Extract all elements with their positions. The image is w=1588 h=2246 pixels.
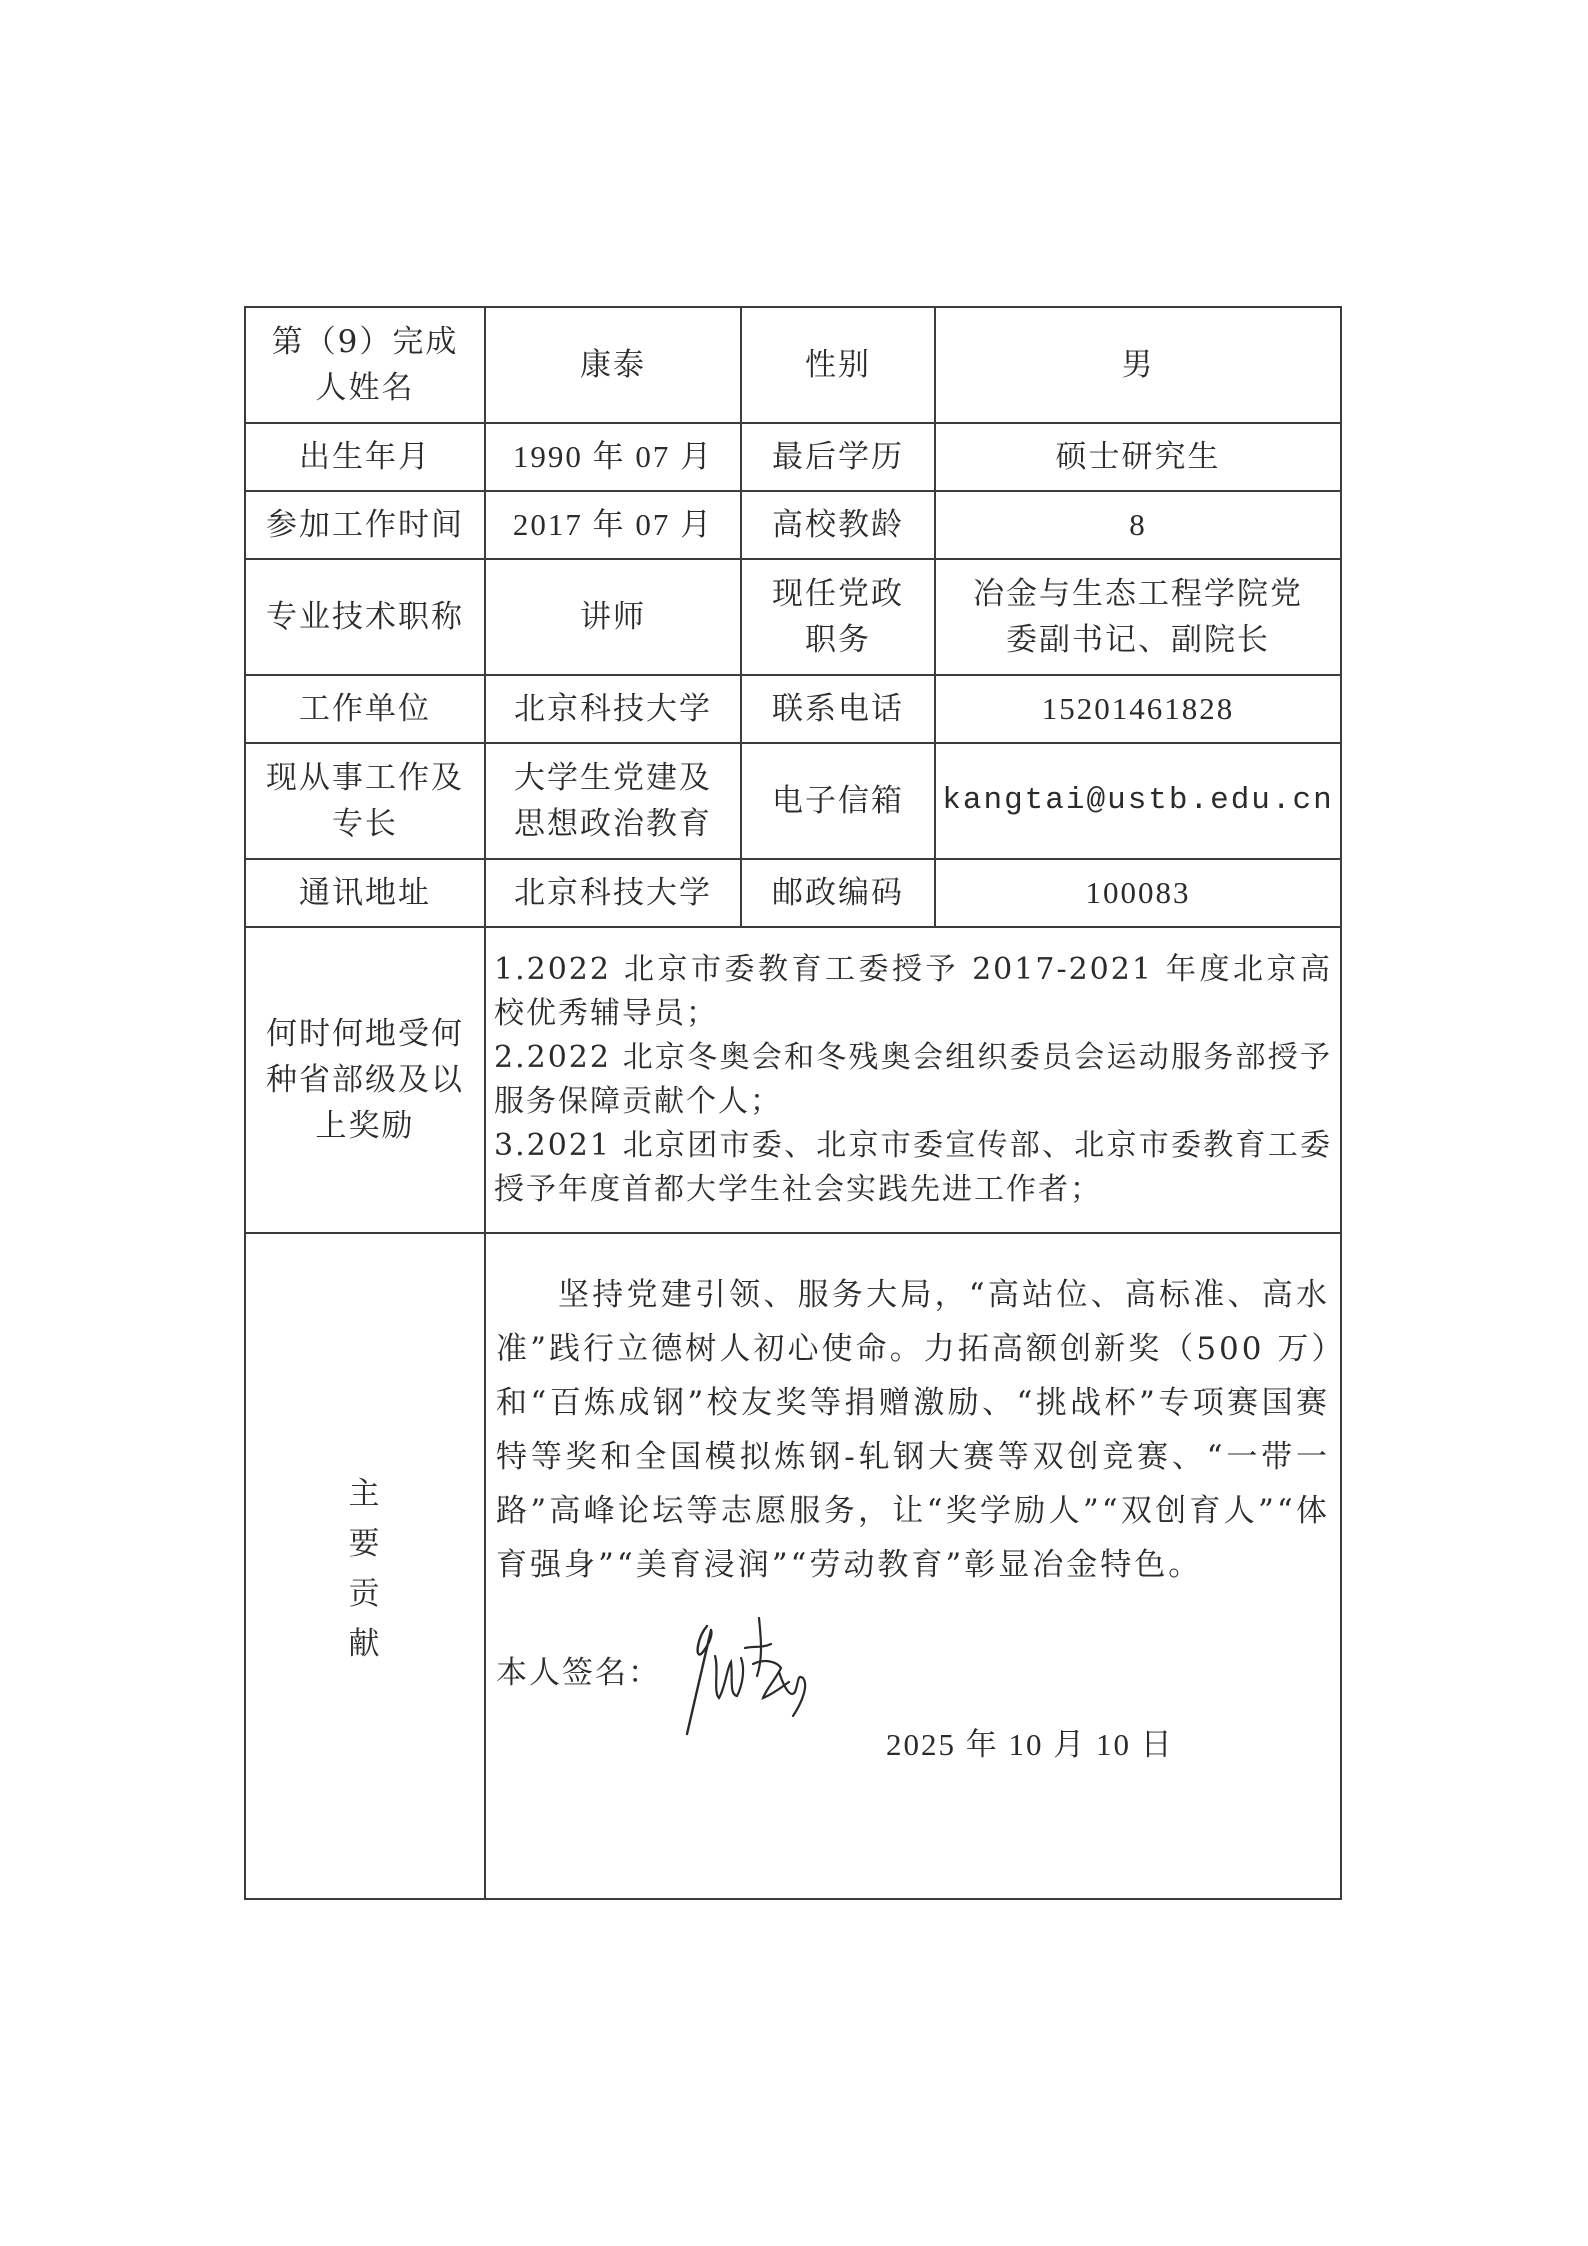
label-char: 贡 (348, 1575, 382, 1612)
label-birth-date: 出生年月 (245, 423, 485, 491)
row-work-start (245, 491, 1341, 559)
label-line: 何时何地受何 (266, 1016, 464, 1052)
signature-row (496, 1628, 1330, 1718)
label-line: 人姓名 (315, 370, 415, 406)
label-professional-title: 专业技术职称 (245, 559, 485, 675)
label-char: 献 (348, 1625, 382, 1662)
value-gender: 男 (935, 307, 1341, 423)
value-party-position (935, 559, 1341, 675)
label-address: 通讯地址 (245, 859, 485, 927)
label-gender: 性别 (741, 307, 935, 423)
label-phone: 联系电话 (741, 675, 935, 743)
label-line: 职务 (805, 622, 871, 658)
value-postcode: 100083 (935, 859, 1341, 927)
row-birth (245, 423, 1341, 491)
label-main-contribution (245, 1233, 485, 1899)
award-item: 3.2021 北京团市委、北京市委宣传部、北京市委教育工委授予年度首都大学生社会实践先进工作者； (494, 1128, 1332, 1207)
value-email: kangtai@ustb.edu.cn (935, 743, 1341, 859)
label-char: 主 (348, 1475, 382, 1512)
label-char: 要 (348, 1525, 382, 1562)
value-address: 北京科技大学 (485, 859, 741, 927)
value-line: 冶金与生态工程学院党 (973, 576, 1303, 612)
awards-list (485, 927, 1341, 1233)
value-education: 硕士研究生 (935, 423, 1341, 491)
value-birth-date: 1990 年 07 月 (485, 423, 741, 491)
row-contribution (245, 1233, 1341, 1899)
label-line: 上奖励 (315, 1108, 415, 1144)
label-line: 第（9）完成 (271, 324, 459, 360)
contribution-cell (485, 1233, 1341, 1899)
award-item: 2.2022 北京冬奥会和冬残奥会组织委员会运动服务部授予服务保障贡献个人； (494, 1040, 1332, 1119)
label-awards (245, 927, 485, 1233)
value-line: 思想政治教育 (514, 806, 712, 842)
value-line: 委副书记、副院长 (1006, 622, 1270, 658)
label-line: 现任党政 (772, 576, 904, 612)
label-work-start: 参加工作时间 (245, 491, 485, 559)
award-item: 1.2022 北京市委教育工委授予 2017-2021 年度北京高校优秀辅导员； (494, 952, 1332, 1031)
contribution-text: 坚持党建引领、服务大局，“高站位、高标准、高水准”践行立德树人初心使命。力拓高额创新奖（500 万）和“百炼成钢”校友奖等捐赠激励、“挑战杯”专项赛国赛特等奖和全国模拟炼钢-轧钢大赛等双创竞赛、“一带一路”高峰论坛等志愿服务，让“奖学励人”“双创育人”“体育强身”“美育浸润”“劳动教育”彰显冶金特色。 (496, 1277, 1330, 1583)
row-employer (245, 675, 1341, 743)
label-email: 电子信箱 (741, 743, 935, 859)
label-party-position (741, 559, 935, 675)
value-phone: 15201461828 (935, 675, 1341, 743)
label-current-work (245, 743, 485, 859)
value-employer: 北京科技大学 (485, 675, 741, 743)
value-line: 大学生党建及 (514, 760, 712, 796)
row-specialty (245, 743, 1341, 859)
row-name (245, 307, 1341, 423)
row-title (245, 559, 1341, 675)
label-education: 最后学历 (741, 423, 935, 491)
value-teaching-years: 8 (935, 491, 1341, 559)
signature-label: 本人签名： (496, 1655, 661, 1691)
label-line: 专长 (332, 806, 398, 842)
value-work-start: 2017 年 07 月 (485, 491, 741, 559)
value-professional-title: 讲师 (485, 559, 741, 675)
value-current-work (485, 743, 741, 859)
signature-date: 2025 年 10 月 10 日 (886, 1727, 1174, 1762)
value-nominee-name: 康泰 (485, 307, 741, 423)
award-nominee-form-table (244, 306, 1342, 1900)
label-teaching-years: 高校教龄 (741, 491, 935, 559)
row-address (245, 859, 1341, 927)
label-employer: 工作单位 (245, 675, 485, 743)
label-nominee-name (245, 307, 485, 423)
label-postcode: 邮政编码 (741, 859, 935, 927)
label-line: 现从事工作及 (266, 760, 464, 796)
row-awards (245, 927, 1341, 1233)
label-line: 种省部级及以 (266, 1062, 464, 1098)
handwritten-signature-icon (667, 1608, 837, 1738)
